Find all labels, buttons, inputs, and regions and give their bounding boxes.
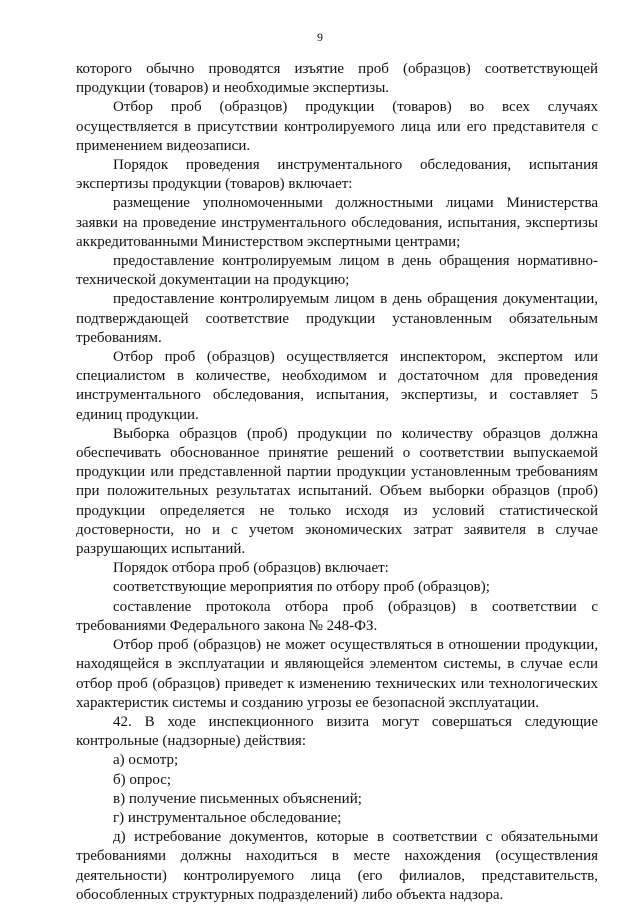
paragraph: Порядок проведения инструментального обследования, испытания экспертизы продукции (товаров) включает: <box>76 157 598 193</box>
list-item: г) инструментальное обследование; <box>113 809 342 826</box>
list-item: б) опрос; <box>113 771 172 788</box>
page-number: 9 <box>317 30 323 44</box>
paragraph: которого обычно проводятся изъятие проб (образцов) соответствующей продукции (товаров) и необходимые экспертизы. <box>76 61 598 97</box>
paragraph: д) истребование документов, которые в соответствии с обязательными требованиями должны находиться в месте нахождения (осуществления деятельности) контролируемого лица (его филиалов, представительств, обособленных структурных подразделений) либо объекта надзора. <box>76 829 598 903</box>
paragraph: составление протокола отбора проб (образцов) в соответствии с требованиями Федерального закона № 248-ФЗ. <box>76 598 598 634</box>
document-body <box>76 60 598 905</box>
paragraph: размещение уполномоченными должностными лицами Министерства заявки на проведение инструментального обследования, испытания, экспертизы аккредитованными Министерством экспертными центрами; <box>76 195 598 250</box>
paragraph: Отбор проб (образцов) продукции (товаров) во всех случаях осуществляется в присутствии контролируемого лица или его представителя с применением видеозаписи. <box>76 99 598 154</box>
paragraph: Выборка образцов (проб) продукции по количеству образцов должна обеспечивать обоснованное принятие решений о соответствии выпускаемой продукции или представленной партии продукции установленным требованиям при положительных результатах испытаний. Объем выборки образцов (проб) продукции определяется не только исходя из условий статистической достоверности, но и с учетом экономических затрат заявителя в случае разрушающих испытаний. <box>76 425 598 558</box>
paragraph: Отбор проб (образцов) не может осуществляться в отношении продукции, находящейся в эксплуатации и являющейся элементом системы, в случае если отбор проб (образцов) приведет к изменению технических или технологических характеристик системы и созданию угрозы ее безопасной эксплуатации. <box>76 637 598 711</box>
paragraph: предоставление контролируемым лицом в день обращения нормативно-технической документации на продукцию; <box>76 253 598 289</box>
paragraph: Отбор проб (образцов) осуществляется инспектором, экспертом или специалистом в количестве, необходимом и достаточном для проведения инструментального обследования, испытания, экспертизы, и составляет 5 единиц продукции. <box>76 349 598 423</box>
paragraph: 42. В ходе инспекционного визита могут совершаться следующие контрольные (надзорные) действия: <box>76 713 598 750</box>
list-item: а) осмотр; <box>113 752 179 769</box>
paragraph: соответствующие мероприятия по отбору проб (образцов); <box>113 579 490 596</box>
paragraph: предоставление контролируемым лицом в день обращения документации, подтверждающей соответствие продукции установленным обязательным требованиям. <box>76 291 598 346</box>
list-item: в) получение письменных объяснений; <box>113 790 362 807</box>
paragraph: Порядок отбора проб (образцов) включает: <box>113 560 389 577</box>
